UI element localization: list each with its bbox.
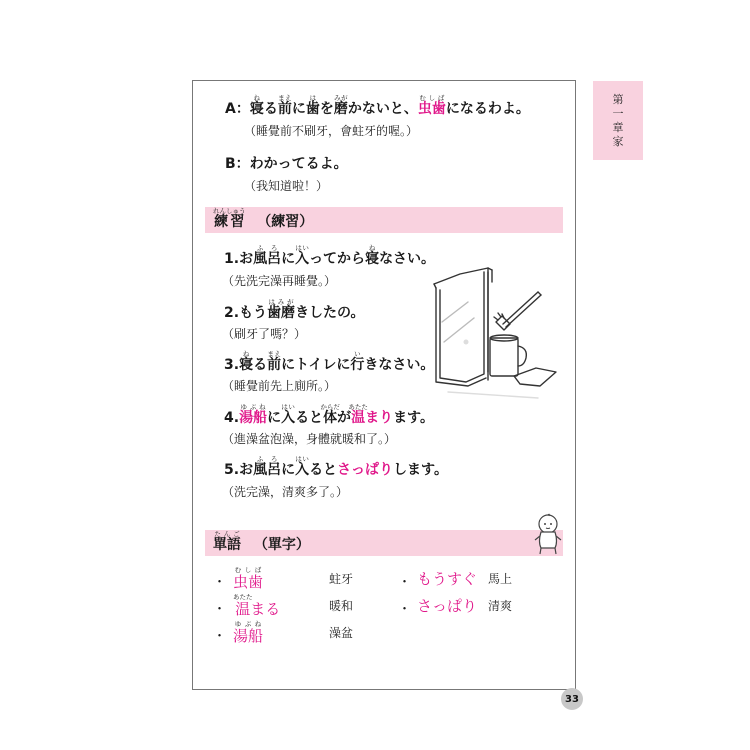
practice-item xyxy=(224,403,434,427)
speaker-b: B： xyxy=(225,156,250,172)
practice-item-sentence xyxy=(239,455,448,478)
chapter-tab-char: 一 xyxy=(612,106,624,120)
baby-illustration xyxy=(532,512,564,556)
practice-item-translation: （睡覺前先上廁所。） xyxy=(222,379,337,393)
practice-title xyxy=(213,207,313,231)
chapter-tab-char: 第 xyxy=(612,92,624,106)
text-segment: が xyxy=(337,410,352,426)
ruby-word: 行い xyxy=(350,350,365,373)
text-segment: に xyxy=(267,410,282,426)
vocab-bullet: ・ xyxy=(213,575,227,590)
practice-item-sentence xyxy=(239,298,365,321)
text-segment: かないと、 xyxy=(347,101,418,117)
vocab-bullet: ・ xyxy=(398,575,412,590)
practice-item xyxy=(224,455,448,479)
text-segment: ってから xyxy=(309,251,366,267)
page-number: 33 xyxy=(561,688,583,710)
text-segment: もう xyxy=(239,305,268,321)
text-segment: もうすぐ xyxy=(417,570,478,588)
vocab-bullet: ・ xyxy=(213,629,227,644)
ruby-word: 磨みが xyxy=(333,94,348,117)
text-segment: まり xyxy=(365,410,394,426)
practice-item-sentence xyxy=(239,244,436,267)
practice-item-sentence xyxy=(239,350,435,373)
dialogue-a xyxy=(225,94,530,118)
text-segment: ます。 xyxy=(393,410,434,426)
practice-item-translation: （進澡盆泡澡，身體就暖和了。） xyxy=(222,432,397,446)
vocab-title xyxy=(213,530,310,554)
vocab-meaning: 蛀牙 xyxy=(329,572,354,586)
text-segment: なさい。 xyxy=(379,251,436,267)
text-segment: きしたの。 xyxy=(295,305,365,321)
text-segment: きなさい。 xyxy=(364,357,435,373)
practice-item xyxy=(224,298,365,322)
practice-item xyxy=(224,244,435,268)
ruby-word: 前まえ xyxy=(277,94,292,117)
text-segment: に xyxy=(291,101,306,117)
text-segment: ると xyxy=(295,410,324,426)
text-segment: る xyxy=(263,101,278,117)
text-segment: に xyxy=(281,462,296,478)
dialogue-b-line: わかってるよ。 xyxy=(249,156,348,172)
vocab-bullet: ・ xyxy=(398,602,412,617)
vocab-word xyxy=(233,566,263,592)
ruby-word: 風呂ふろ xyxy=(253,244,282,267)
chapter-tab-char: 章 xyxy=(612,120,624,134)
practice-title-kanji: 練習 xyxy=(213,214,246,230)
chapter-tab-char: 家 xyxy=(612,134,624,148)
ruby-word: 前まえ xyxy=(267,350,282,373)
text-segment: まる xyxy=(250,600,281,618)
dialogue-b-translation: （我知道啦！） xyxy=(244,179,329,193)
text-segment: に xyxy=(281,251,296,267)
practice-item-number: 2. xyxy=(224,305,240,321)
vocab-title-zh: （單字） xyxy=(253,537,310,553)
ruby-word: 虫歯むしば xyxy=(233,566,264,591)
text-segment: ると xyxy=(309,462,338,478)
text-segment: る xyxy=(253,357,268,373)
practice-item-number: 3. xyxy=(224,357,240,373)
ruby-word: 湯船ゆぶね xyxy=(233,620,264,645)
dialogue-a-line xyxy=(249,94,530,117)
ruby-word: 歯は xyxy=(305,94,320,117)
dialogue-a-translation: （睡覺前不刷牙，會蛀牙的喔。） xyxy=(244,124,419,138)
vocab-word xyxy=(417,568,477,589)
practice-item xyxy=(224,350,434,374)
vocab-word xyxy=(417,595,477,616)
text-segment: お xyxy=(239,251,254,267)
text-segment: します。 xyxy=(393,462,448,478)
ruby-word: 入はい xyxy=(295,455,310,478)
ruby-word: 歯磨はみが xyxy=(267,298,296,321)
text-segment: さっぱり xyxy=(417,597,478,615)
ruby-word: 風呂ふろ xyxy=(253,455,282,478)
ruby-word: 入はい xyxy=(295,244,310,267)
vocab-word xyxy=(233,620,263,646)
chapter-tab[interactable] xyxy=(593,81,643,160)
practice-item-translation: （刷牙了嗎？） xyxy=(222,327,307,341)
ruby-word: 湯船ゆぶね xyxy=(239,403,268,426)
text-segment: を xyxy=(319,101,334,117)
text-segment: お xyxy=(239,462,254,478)
vocab-title-kanji: 單語 xyxy=(213,537,241,553)
text-segment: になるわよ。 xyxy=(445,101,530,117)
ruby-word: 体からだ xyxy=(320,403,340,426)
vocab-title-ruby: たんご xyxy=(213,530,241,538)
ruby-word: 温あたた xyxy=(348,403,368,426)
practice-item-sentence xyxy=(239,403,434,426)
practice-title-ruby: れんしゅう xyxy=(213,207,246,215)
practice-title-zh: （練習） xyxy=(257,214,314,230)
ruby-word: 寝ね xyxy=(249,94,264,117)
ruby-word: 入はい xyxy=(281,403,296,426)
practice-item-translation: （洗完澡，清爽多了。） xyxy=(222,485,349,499)
vocab-bullet: ・ xyxy=(213,602,227,617)
practice-item-translation: （先洗完澡再睡覺。） xyxy=(222,274,337,288)
practice-item-number: 5. xyxy=(224,462,240,478)
ruby-word: 寝ね xyxy=(365,244,380,267)
ruby-word: 温あたた xyxy=(233,593,253,618)
practice-item-number: 1. xyxy=(224,251,240,267)
speaker-a: A： xyxy=(225,101,250,117)
vocab-word xyxy=(233,593,280,619)
bathroom-illustration xyxy=(428,262,564,402)
practice-item-number: 4. xyxy=(224,410,240,426)
ruby-word: 虫歯むしば xyxy=(417,94,446,117)
vocab-meaning: 暖和 xyxy=(329,599,354,613)
ruby-word: 寝ね xyxy=(239,350,254,373)
vocab-meaning: 馬上 xyxy=(488,572,513,586)
dialogue-b xyxy=(225,153,348,173)
vocab-meaning: 清爽 xyxy=(488,599,513,613)
text-segment: さっぱり xyxy=(337,462,394,478)
vocab-meaning: 澡盆 xyxy=(329,626,354,640)
text-segment: にトイレに xyxy=(281,357,351,373)
